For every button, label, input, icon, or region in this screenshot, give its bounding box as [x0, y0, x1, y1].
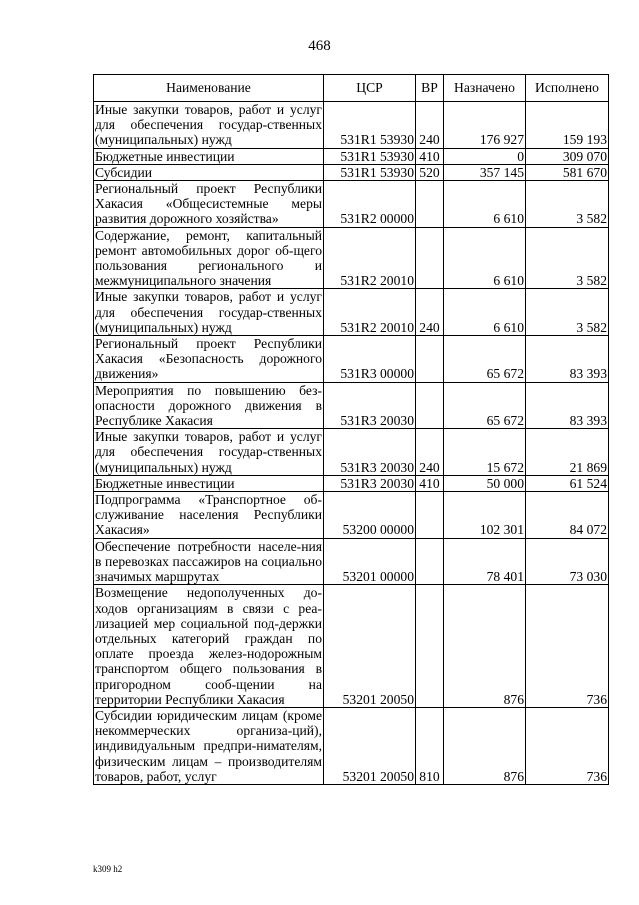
row-assigned: 65 672	[444, 382, 526, 429]
row-name: Региональный проект Республики Хакасия «Безопасность дорожного движения»	[95, 336, 322, 382]
row-vr: 410	[416, 148, 444, 164]
table-row	[94, 538, 609, 585]
footer-code: k309 h2	[93, 864, 123, 874]
row-executed: 83 393	[526, 336, 609, 383]
row-vr	[416, 382, 444, 429]
row-name: Иные закупки товаров, работ и услуг для обеспечения государ-ственных (муниципальных) нужд	[95, 429, 322, 475]
row-vr	[416, 227, 444, 289]
table-row	[94, 148, 609, 164]
page-number: 468	[308, 38, 331, 54]
row-csr: 53200 00000	[324, 492, 416, 539]
row-assigned: 6 610	[444, 181, 526, 228]
row-executed: 84 072	[526, 492, 609, 539]
table-row	[94, 475, 609, 491]
row-assigned: 65 672	[444, 336, 526, 383]
row-assigned: 0	[444, 148, 526, 164]
row-vr	[416, 181, 444, 228]
row-csr: 531R1 53930	[324, 148, 416, 164]
row-name: Субсидии юридическим лицам (кроме некоммерческих организа-ций), индивидуальным предпри-нимателям, физическим лицам – производителям товаров, работ, услуг	[95, 707, 322, 784]
row-name: Иные закупки товаров, работ и услуг для обеспечения государ-ственных (муниципальных) нужд	[95, 102, 322, 148]
row-executed: 309 070	[526, 148, 609, 164]
row-csr: 531R3 00000	[324, 336, 416, 383]
row-csr: 531R3 20030	[324, 429, 416, 476]
table-row	[94, 707, 609, 784]
row-executed: 73 030	[526, 538, 609, 585]
row-executed: 159 193	[526, 102, 609, 149]
row-assigned: 876	[444, 585, 526, 708]
row-vr: 240	[416, 289, 444, 336]
row-executed: 3 582	[526, 181, 609, 228]
row-name: Содержание, ремонт, капитальный ремонт автомобильных дорог об-щего пользования регионального и межмуниципального значения	[95, 227, 322, 289]
row-vr: 410	[416, 475, 444, 491]
row-assigned: 876	[444, 707, 526, 784]
row-name: Возмещение недополученных до-ходов организациям в связи с реа-лизацией мер социальной под-держки отдельных категорий граждан по оплате проезда желез-нодорожным транспортом общего пользования в пригородном сооб-щении на территории Республики Хакасия	[95, 585, 322, 707]
table-row	[94, 585, 609, 708]
budget-execution-table	[93, 74, 609, 785]
header-assigned: Назначено	[444, 75, 526, 102]
row-name: Обеспечение потребности населе-ния в перевозках пассажиров на социально значимых маршрутах	[95, 538, 322, 585]
row-name: Бюджетные инвестиции	[94, 148, 324, 164]
row-vr	[416, 538, 444, 585]
row-vr: 810	[416, 707, 444, 784]
row-executed: 3 582	[526, 289, 609, 336]
row-assigned: 357 145	[444, 164, 526, 180]
row-assigned: 176 927	[444, 102, 526, 149]
row-name: Субсидии	[94, 164, 324, 180]
row-executed: 736	[526, 585, 609, 708]
table-row	[94, 492, 609, 539]
row-executed: 736	[526, 707, 609, 784]
row-csr: 53201 00000	[324, 538, 416, 585]
table-row	[94, 289, 609, 336]
row-name: Иные закупки товаров, работ и услуг для обеспечения государ-ственных (муниципальных) нужд	[95, 289, 322, 335]
table-row	[94, 336, 609, 383]
table-row	[94, 382, 609, 429]
row-executed: 581 670	[526, 164, 609, 180]
row-assigned: 15 672	[444, 429, 526, 476]
header-name: Наименование	[94, 75, 324, 102]
row-csr: 531R2 00000	[324, 181, 416, 228]
table-row	[94, 227, 609, 289]
row-vr	[416, 585, 444, 708]
row-executed: 21 869	[526, 429, 609, 476]
row-executed: 83 393	[526, 382, 609, 429]
row-csr: 531R1 53930	[324, 102, 416, 149]
row-csr: 531R2 20010	[324, 227, 416, 289]
row-csr: 531R3 20030	[324, 475, 416, 491]
row-assigned: 78 401	[444, 538, 526, 585]
row-name: Региональный проект Республики Хакасия «Общесистемные меры развития дорожного хозяйства»	[95, 181, 322, 227]
table-header-row	[94, 75, 609, 102]
row-vr	[416, 336, 444, 383]
row-assigned: 50 000	[444, 475, 526, 491]
table-row	[94, 181, 609, 228]
row-assigned: 6 610	[444, 289, 526, 336]
header-vr: ВР	[416, 75, 444, 102]
row-vr	[416, 492, 444, 539]
row-csr: 531R1 53930	[324, 164, 416, 180]
table-row	[94, 102, 609, 149]
row-vr: 520	[416, 164, 444, 180]
table-row	[94, 164, 609, 180]
header-csr: ЦСР	[324, 75, 416, 102]
row-csr: 531R3 20030	[324, 382, 416, 429]
row-name: Мероприятия по повышению без-опасности дорожного движения в Республике Хакасия	[95, 382, 322, 429]
row-vr: 240	[416, 429, 444, 476]
row-name: Бюджетные инвестиции	[94, 475, 324, 491]
row-name: Подпрограмма «Транспортное об-служивание населения Республики Хакасия»	[95, 492, 322, 538]
header-executed: Исполнено	[526, 75, 609, 102]
row-csr: 53201 20050	[324, 585, 416, 708]
row-executed: 61 524	[526, 475, 609, 491]
row-assigned: 102 301	[444, 492, 526, 539]
table-row	[94, 429, 609, 476]
row-vr: 240	[416, 102, 444, 149]
row-assigned: 6 610	[444, 227, 526, 289]
row-csr: 53201 20050	[324, 707, 416, 784]
row-executed: 3 582	[526, 227, 609, 289]
row-csr: 531R2 20010	[324, 289, 416, 336]
